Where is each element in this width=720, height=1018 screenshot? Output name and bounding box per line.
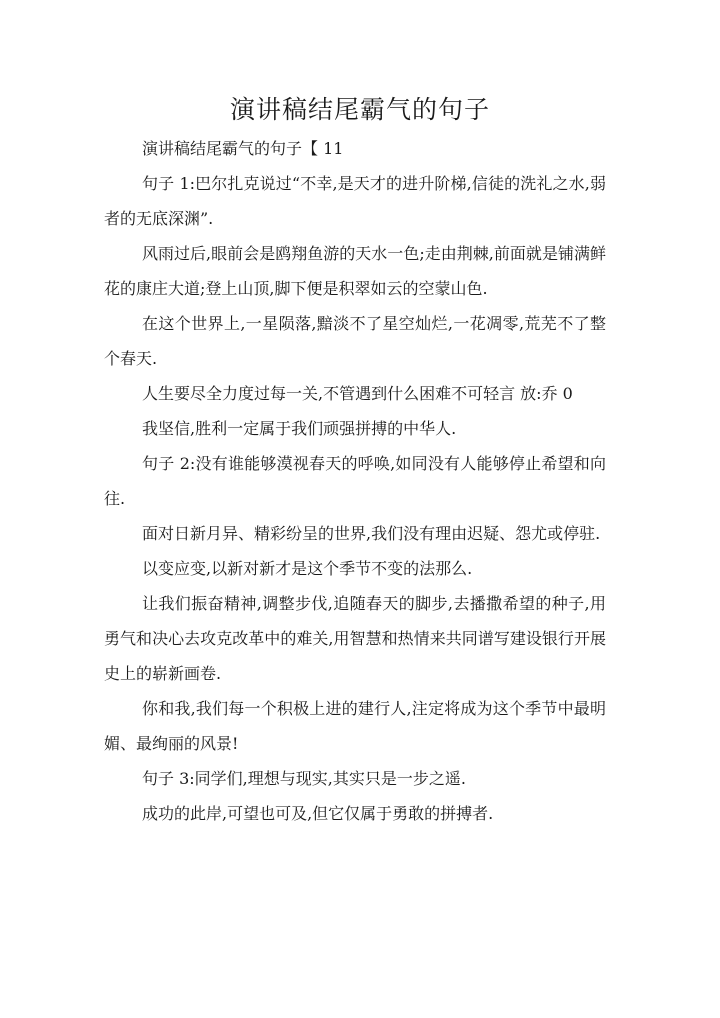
paragraph: 我坚信,胜利一定属于我们顽强拼搏的中华人. — [142, 419, 457, 438]
paragraph: 成功的此岸,可望也可及,但它仅属于勇敢的拼搏者. — [142, 804, 494, 823]
paragraph: 你和我,我们每一个积极上进的建行人,注定将成为这个季节中最明媚、最绚丽的风景! — [104, 699, 606, 753]
paragraph-sentence-3: 句子 3:同学们,理想与现实,其实只是一步之遥. — [142, 769, 466, 788]
document-title: 演讲稿结尾霸气的句子 — [229, 95, 490, 124]
document-body — [104, 131, 606, 831]
paragraph: 面对日新月异、精彩纷呈的世界,我们没有理由迟疑、怨尤或停驻. — [142, 524, 601, 543]
paragraph: 风雨过后,眼前会是鸥翔鱼游的天水一色;走由荆棘,前面就是铺满鲜花的康庄大道;登上山顶,脚下便是积翠如云的空蒙山色. — [104, 244, 606, 298]
paragraph: 人生要尽全力度过每一关,不管遇到什么困难不可轻言 放:乔 0 — [142, 384, 573, 403]
paragraph-sentence-1: 句子 1:巴尔扎克说过“不幸,是天才的进升阶梯,信徒的洗礼之水,弱者的无底深渊”. — [104, 174, 606, 228]
paragraph-subtitle: 演讲稿结尾霸气的句子【 11 — [142, 139, 344, 158]
paragraph: 让我们振奋精神,调整步伐,追随春天的脚步,去播撒希望的种子,用勇气和决心去攻克改革中的难关,用智慧和热情来共同谱写建设银行开展史上的崭新画卷. — [104, 594, 606, 683]
paragraph-sentence-2: 句子 2:没有谁能够漠视春天的呼唤,如同没有人能够停止希望和向往. — [104, 454, 606, 508]
paragraph: 以变应变,以新对新才是这个季节不变的法那么. — [142, 559, 473, 578]
paragraph: 在这个世界上,一星陨落,黯淡不了星空灿烂,一花凋零,荒芜不了整个春天. — [104, 314, 606, 368]
